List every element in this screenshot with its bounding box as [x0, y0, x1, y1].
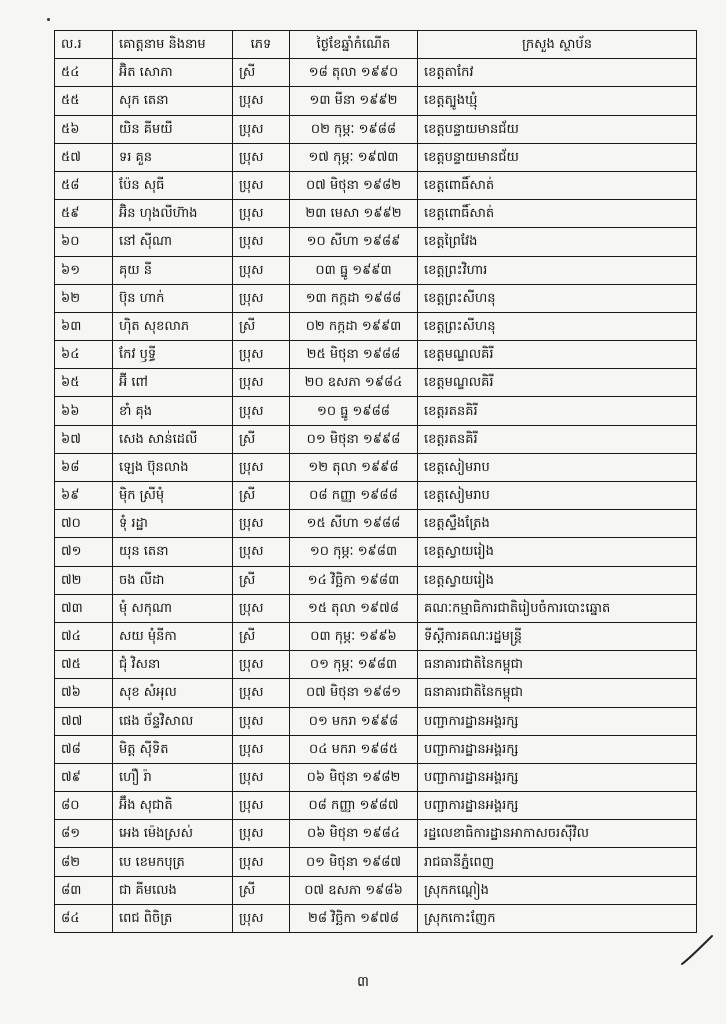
birth-date: ១៨ តុលា ១៩៩០	[290, 59, 418, 87]
ministry-institution: ខេត្តស្ទឹងត្រែង	[418, 510, 697, 538]
person-sex: ប្រុស	[233, 763, 290, 791]
person-name: អ៊ី ពៅ	[113, 369, 233, 397]
row-number: ៥៧	[55, 143, 113, 171]
ministry-institution: ខេត្តពោធិ៍សាត់	[418, 200, 697, 228]
row-number: ៦១	[55, 256, 113, 284]
table-row	[55, 735, 697, 763]
row-number: ៦៤	[55, 341, 113, 369]
person-sex: ប្រុស	[233, 228, 290, 256]
table-row	[55, 425, 697, 453]
person-sex: ប្រុស	[233, 284, 290, 312]
row-number: ៨១	[55, 820, 113, 848]
person-name: សយ មុំនីកា	[113, 622, 233, 650]
row-number: ៧០	[55, 510, 113, 538]
ministry-institution: គណៈកម្មាធិការជាតិរៀបចំការបោះឆ្នោត	[418, 594, 697, 622]
table-row	[55, 594, 697, 622]
ministry-institution: រាជធានីភ្នំពេញ	[418, 848, 697, 876]
row-number: ៧៩	[55, 763, 113, 791]
ministry-institution: ខេត្តសៀមរាប	[418, 482, 697, 510]
ministry-institution: ខេត្តព្រះសីហនុ	[418, 312, 697, 340]
ministry-institution: បញ្ជាការដ្ឋានអង្គរក្ស	[418, 707, 697, 735]
ministry-institution: រដ្ឋលេខាធិការដ្ឋានអាកាសចរស៊ីវិល	[418, 820, 697, 848]
table-row	[55, 763, 697, 791]
birth-date: ១៤ វិច្ឆិកា ១៩៨៣	[290, 566, 418, 594]
person-name: អ៊ឹង សុជាតិ	[113, 792, 233, 820]
birth-date: ២៣ មេសា ១៩៩២	[290, 200, 418, 228]
ministry-institution: ខេត្តបន្ទាយមានជ័យ	[418, 115, 697, 143]
header-sex: ភេទ	[233, 31, 290, 59]
row-number: ៦៧	[55, 425, 113, 453]
row-number: ៦៣	[55, 312, 113, 340]
person-name: ចង លីដា	[113, 566, 233, 594]
person-name: អ៊ិន ហុងលីហ៊ាង	[113, 200, 233, 228]
ministry-institution: ខេត្តស្វាយរៀង	[418, 538, 697, 566]
ministry-institution: ធនាគារជាតិនៃកម្ពុជា	[418, 651, 697, 679]
person-sex: ប្រុស	[233, 904, 290, 932]
person-sex: ប្រុស	[233, 341, 290, 369]
table-row	[55, 707, 697, 735]
birth-date: ០២ កក្កដា ១៩៩៣	[290, 312, 418, 340]
ministry-institution: ខេត្តព្រះវិហារ	[418, 256, 697, 284]
person-sex: ប្រុស	[233, 256, 290, 284]
birth-date: ០៧ មិថុនា ១៩៨២	[290, 171, 418, 199]
birth-date: ១២ តុលា ១៩៩៨	[290, 453, 418, 481]
person-name: មុំ សកុណា	[113, 594, 233, 622]
row-number: ៧៤	[55, 622, 113, 650]
pen-stroke-mark	[678, 930, 718, 970]
ministry-institution: បញ្ជាការដ្ឋានអង្គរក្ស	[418, 763, 697, 791]
row-number: ៧៥	[55, 651, 113, 679]
birth-date: ១០ ធ្នូ ១៩៨៨	[290, 397, 418, 425]
person-name: យុន តេនា	[113, 538, 233, 566]
header-number: ល.រ	[55, 31, 113, 59]
person-sex: ប្រុស	[233, 200, 290, 228]
birth-date: ២៥ មិថុនា ១៩៨៨	[290, 341, 418, 369]
person-sex: ប្រុស	[233, 820, 290, 848]
person-sex: ប្រុស	[233, 510, 290, 538]
ministry-institution: ទីស្តីការគណៈរដ្ឋមន្ត្រី	[418, 622, 697, 650]
person-sex: ប្រុស	[233, 792, 290, 820]
row-number: ៨០	[55, 792, 113, 820]
birth-date: ០៣ កុម្ភៈ ១៩៩៦	[290, 622, 418, 650]
table-row	[55, 200, 697, 228]
person-sex: ស្រី	[233, 566, 290, 594]
person-sex: ប្រុស	[233, 369, 290, 397]
table-row	[55, 312, 697, 340]
birth-date: ១០ កុម្ភៈ ១៩៨៣	[290, 538, 418, 566]
birth-date: ០១ មិថុនា ១៩៨៧	[290, 848, 418, 876]
person-sex: ប្រុស	[233, 115, 290, 143]
ministry-institution: បញ្ជាការដ្ឋានអង្គរក្ស	[418, 735, 697, 763]
birth-date: ០៤ មករា ១៩៨៥	[290, 735, 418, 763]
table-row	[55, 904, 697, 932]
person-sex: ប្រុស	[233, 453, 290, 481]
person-name: សុក តេនា	[113, 87, 233, 115]
birth-date: ១០ សីហា ១៩៨៩	[290, 228, 418, 256]
person-sex: ស្រី	[233, 482, 290, 510]
row-number: ៥៦	[55, 115, 113, 143]
person-sex: ប្រុស	[233, 707, 290, 735]
person-name: ខាំ គុង	[113, 397, 233, 425]
row-number: ៦០	[55, 228, 113, 256]
person-name: ឡេង ប៊ុនលាង	[113, 453, 233, 481]
person-name: នៅ ស៊ីណា	[113, 228, 233, 256]
birth-date: ១៥ សីហា ១៩៨៨	[290, 510, 418, 538]
table-row	[55, 397, 697, 425]
table-row	[55, 171, 697, 199]
roster-table	[54, 30, 697, 933]
row-number: ៨៣	[55, 876, 113, 904]
person-sex: ប្រុស	[233, 651, 290, 679]
table-row	[55, 369, 697, 397]
header-row	[55, 31, 697, 59]
ministry-institution: ស្រុកកណ្តៀង	[418, 876, 697, 904]
person-sex: ប្រុស	[233, 397, 290, 425]
person-name: សុខ សំអុល	[113, 679, 233, 707]
birth-date: ០៦ មិថុនា ១៩៨៤	[290, 820, 418, 848]
ministry-institution: ខេត្តពោធិ៍សាត់	[418, 171, 697, 199]
birth-date: ០១ មករា ១៩៩៨	[290, 707, 418, 735]
table-body	[55, 59, 697, 933]
header-ministry-institution: ក្រសួង ស្ថាប័ន	[418, 31, 697, 59]
person-name: ផេង ច័ន្ទវិសាល	[113, 707, 233, 735]
person-name: ទរ គួន	[113, 143, 233, 171]
table-row	[55, 284, 697, 312]
birth-date: ០៧ មិថុនា ១៩៨១	[290, 679, 418, 707]
person-sex: ស្រី	[233, 312, 290, 340]
table-row	[55, 566, 697, 594]
person-name: បេ ខេមកបុត្រ	[113, 848, 233, 876]
birth-date: ១៧ កុម្ភៈ ១៩៧៣	[290, 143, 418, 171]
table-row	[55, 876, 697, 904]
ministry-institution: ខេត្តបន្ទាយមានជ័យ	[418, 143, 697, 171]
row-number: ៧១	[55, 538, 113, 566]
row-number: ៦៩	[55, 482, 113, 510]
table-row	[55, 228, 697, 256]
person-name: ទុំ រដ្ឋា	[113, 510, 233, 538]
birth-date: ០៦ មិថុនា ១៩៨២	[290, 763, 418, 791]
person-name: អេង ម៉េងស្រស់	[113, 820, 233, 848]
birth-date: ០៨ កញ្ញា ១៩៨៨	[290, 482, 418, 510]
row-number: ៦៨	[55, 453, 113, 481]
table-row	[55, 482, 697, 510]
row-number: ៦៦	[55, 397, 113, 425]
person-sex: ប្រុស	[233, 143, 290, 171]
ministry-institution: បញ្ជាការដ្ឋានអង្គរក្ស	[418, 792, 697, 820]
table-row	[55, 256, 697, 284]
person-sex: ស្រី	[233, 876, 290, 904]
ministry-institution: ខេត្តតាកែវ	[418, 59, 697, 87]
table-row	[55, 622, 697, 650]
ministry-institution: ធនាគារជាតិនៃកម្ពុជា	[418, 679, 697, 707]
table-row	[55, 538, 697, 566]
person-name: ហ៊ិត សុខលាភ	[113, 312, 233, 340]
table-row	[55, 87, 697, 115]
speck-mark	[47, 18, 50, 21]
person-sex: ប្រុស	[233, 679, 290, 707]
row-number: ៦៥	[55, 369, 113, 397]
table-row	[55, 820, 697, 848]
header-name: គោត្តនាម និងនាម	[113, 31, 233, 59]
row-number: ៨២	[55, 848, 113, 876]
birth-date: ០៧ ឧសភា ១៩៨៦	[290, 876, 418, 904]
row-number: ៧២	[55, 566, 113, 594]
person-name: មិត្ត ស៊ីទិត	[113, 735, 233, 763]
ministry-institution: ខេត្តរតនគិរី	[418, 425, 697, 453]
row-number: ៧៦	[55, 679, 113, 707]
page-number: ៣	[357, 974, 369, 990]
table-row	[55, 651, 697, 679]
ministry-institution: ខេត្តស្វាយរៀង	[418, 566, 697, 594]
row-number: ៧៧	[55, 707, 113, 735]
row-number: ៧៣	[55, 594, 113, 622]
person-sex: ស្រី	[233, 622, 290, 650]
row-number: ៨៤	[55, 904, 113, 932]
table-row	[55, 453, 697, 481]
person-sex: ស្រី	[233, 59, 290, 87]
person-name: កែវ ឫទ្ធី	[113, 341, 233, 369]
person-name: គុយ នី	[113, 256, 233, 284]
ministry-institution: ខេត្តរតនគិរី	[418, 397, 697, 425]
birth-date: ១៥ តុលា ១៩៧៨	[290, 594, 418, 622]
person-sex: ប្រុស	[233, 538, 290, 566]
birth-date: ២០ ឧសភា ១៩៨៤	[290, 369, 418, 397]
table-row	[55, 115, 697, 143]
table-row	[55, 792, 697, 820]
row-number: ៦២	[55, 284, 113, 312]
table-row	[55, 679, 697, 707]
birth-date: ១៣ កក្កដា ១៩៨៨	[290, 284, 418, 312]
person-name: អ៊ិត សោភា	[113, 59, 233, 87]
birth-date: ០៣ ធ្នូ ១៩៩៣	[290, 256, 418, 284]
person-name: ប៊ុន ហាក់	[113, 284, 233, 312]
person-name: ពេជ ពិចិត្រ	[113, 904, 233, 932]
person-name: ជុំ វិសនា	[113, 651, 233, 679]
row-number: ៥៩	[55, 200, 113, 228]
ministry-institution: ខេត្តមណ្ឌលគិរី	[418, 341, 697, 369]
person-sex: ប្រុស	[233, 735, 290, 763]
table-row	[55, 341, 697, 369]
person-name: យិន គីមយី	[113, 115, 233, 143]
person-name: ហឿ រ៉ា	[113, 763, 233, 791]
person-name: ម៉ិក ស្រីមុំ	[113, 482, 233, 510]
ministry-institution: ខេត្តមណ្ឌលគិរី	[418, 369, 697, 397]
table-row	[55, 59, 697, 87]
person-sex: ប្រុស	[233, 594, 290, 622]
ministry-institution: ខេត្តព្រៃវែង	[418, 228, 697, 256]
person-sex: ស្រី	[233, 425, 290, 453]
person-sex: ប្រុស	[233, 87, 290, 115]
table-row	[55, 848, 697, 876]
person-name: ជា គីមលេង	[113, 876, 233, 904]
ministry-institution: ខេត្តសៀមរាប	[418, 453, 697, 481]
row-number: ៥៨	[55, 171, 113, 199]
ministry-institution: ស្រុកកោះញែក	[418, 904, 697, 932]
row-number: ៧៨	[55, 735, 113, 763]
table-row	[55, 510, 697, 538]
person-name: សេង សាន់ដេលី	[113, 425, 233, 453]
birth-date: ១៣ មីនា ១៩៩២	[290, 87, 418, 115]
birth-date: ២៨ វិច្ឆិកា ១៩៧៨	[290, 904, 418, 932]
row-number: ៥៥	[55, 87, 113, 115]
person-sex: ប្រុស	[233, 848, 290, 876]
ministry-institution: ខេត្តត្បូងឃ្មុំ	[418, 87, 697, 115]
person-name: ប៉ែន សុធី	[113, 171, 233, 199]
ministry-institution: ខេត្តព្រះសីហនុ	[418, 284, 697, 312]
birth-date: ០១ មិថុនា ១៩៩៨	[290, 425, 418, 453]
birth-date: ០៨ កញ្ញា ១៩៨៧	[290, 792, 418, 820]
table-row	[55, 143, 697, 171]
header-birth-date: ថ្ងៃខែឆ្នាំកំណើត	[290, 31, 418, 59]
person-sex: ប្រុស	[233, 171, 290, 199]
birth-date: ០២ កុម្ភៈ ១៩៨៨	[290, 115, 418, 143]
birth-date: ០១ កុម្ភៈ ១៩៨៣	[290, 651, 418, 679]
row-number: ៥៤	[55, 59, 113, 87]
